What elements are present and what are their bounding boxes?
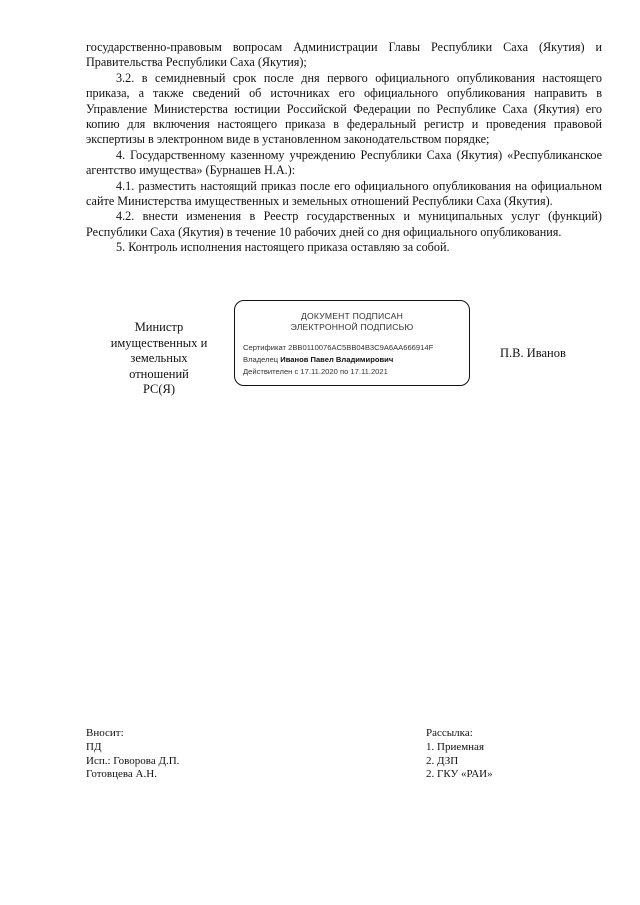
position-line: земельных отношений	[129, 351, 189, 381]
stamp-title	[235, 311, 469, 333]
footer-submitted-by	[86, 727, 179, 782]
position-line: имущественных и	[110, 335, 208, 350]
footer-line: 2. ГКУ «РАИ»	[426, 768, 493, 781]
footer-line: Вносит:	[86, 727, 124, 739]
footer-line: ПД	[86, 740, 102, 753]
stamp-certificate	[243, 343, 433, 353]
paragraph: 3.2. в семидневный срок после дня первого официального опубликования настоящего приказа, а также сведений об источниках его официального опубликования направить в Управление Министерства юстиции Российской Федерации по Республике Саха (Якутия) его копию для включения настоящего приказа в федеральный регистр и проведения правовой экспертизы в электронном виде в установленном законодательством порядке;	[86, 70, 602, 147]
footer-line: Рассылка:	[426, 727, 473, 739]
position-line: Министр	[134, 320, 184, 334]
position-line: РС(Я)	[142, 382, 176, 396]
paragraph: 4.2. внести изменения в Реестр государственных и муниципальных услуг (функций) Республики Саха (Якутия) в течение 10 рабочих дней со дня официального опубликования.	[86, 209, 602, 239]
footer-line: Исп.: Говорова Д.П.	[86, 754, 180, 767]
stamp-owner	[243, 355, 393, 365]
cert-value: 2BB0110076AC5BB04B3C9A6AA666914F	[288, 343, 434, 352]
cert-label: Сертификат	[243, 343, 286, 352]
footer-line: 1. Приемная	[426, 740, 485, 753]
stamp-title-line: ЭЛЕКТРОННОЙ ПОДПИСЬЮ	[290, 322, 414, 332]
stamp-title-line: ДОКУМЕНТ ПОДПИСАН	[300, 311, 403, 321]
paragraph: 4.1. разместить настоящий приказ после его официального опубликования на официальном сайте Министерства имущественных и земельных отношений Республики Саха (Якутия).	[86, 178, 602, 209]
footer-line: 2. ДЗП	[426, 754, 459, 767]
owner-label: Владелец	[243, 355, 279, 364]
signature-block	[0, 300, 640, 400]
paragraph: 4. Государственному казенному учреждению Республики Саха (Якутия) «Республиканское агентство имущества» (Бурнашев Н.А.):	[86, 147, 602, 178]
paragraph: государственно-правовым вопросам Администрации Главы Республики Саха (Якутия) и Правительства Республики Саха (Якутия);	[86, 40, 602, 70]
signer-position	[100, 320, 218, 398]
valid-label: Действителен	[243, 367, 293, 376]
footer-distribution	[426, 727, 493, 782]
electronic-signature-stamp	[234, 300, 470, 386]
owner-value: Иванов Павел Владимирович	[280, 355, 394, 364]
paragraph: 5. Контроль исполнения настоящего приказа оставляю за собой.	[116, 240, 450, 255]
signer-name: П.В. Иванов	[500, 346, 566, 360]
stamp-validity	[243, 367, 388, 377]
footer-line: Готовцева А.Н.	[86, 768, 157, 781]
valid-value: с 17.11.2020 по 17.11.2021	[294, 367, 388, 376]
order-body-text	[86, 40, 602, 256]
